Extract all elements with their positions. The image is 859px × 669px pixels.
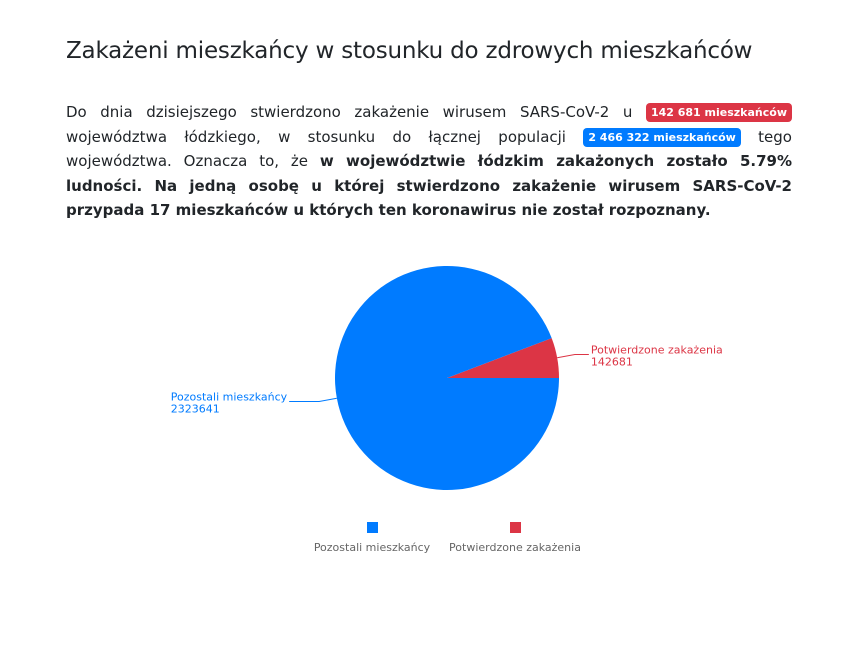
infected-count-badge: 142 681 mieszkańców — [646, 103, 792, 122]
callout-value-infected: 142681 — [590, 355, 633, 369]
legend-swatch-healthy — [367, 522, 378, 533]
pie-slices — [335, 266, 559, 490]
description-text-1: Do dnia dzisiejszego stwierdzono zakażenie wirusem SARS-CoV-2 u — [66, 103, 646, 121]
legend-label-healthy: Pozostali mieszkańcy — [313, 541, 431, 554]
callout-label-healthy: Pozostali mieszkańcy — [170, 390, 288, 404]
callout-line-healthy — [289, 398, 337, 401]
legend-swatch-infected — [510, 522, 521, 533]
legend-item-infected[interactable] — [449, 522, 581, 554]
legend — [314, 522, 581, 554]
description-summary: w województwie łódzkim zakażonych zostało 5.79% ludności. Na jedną osobę u której stwierdzono zakażenie wirusem SARS-CoV-2 przypada 17 mieszkańców u których ten koronawirus nie został rozpoznany. — [66, 152, 793, 219]
callout-label-infected: Potwierdzone zakażenia — [590, 343, 723, 357]
description-text-3: tego województwa. Oznacza to, że — [66, 127, 792, 170]
legend-label-infected: Potwierdzone zakażenia — [449, 541, 581, 554]
description-text-2: województwa łódzkiego, w stosunku do łącznej populacji — [66, 127, 584, 146]
callout-line-infected — [557, 355, 589, 358]
population-badge: 2 466 322 mieszkańców — [583, 128, 741, 147]
page-title: Zakażeni mieszkańcy w stosunku do zdrowych mieszkańców — [66, 38, 753, 64]
callout-value-healthy: 2323641 — [170, 402, 220, 416]
legend-item-healthy[interactable] — [314, 522, 431, 554]
